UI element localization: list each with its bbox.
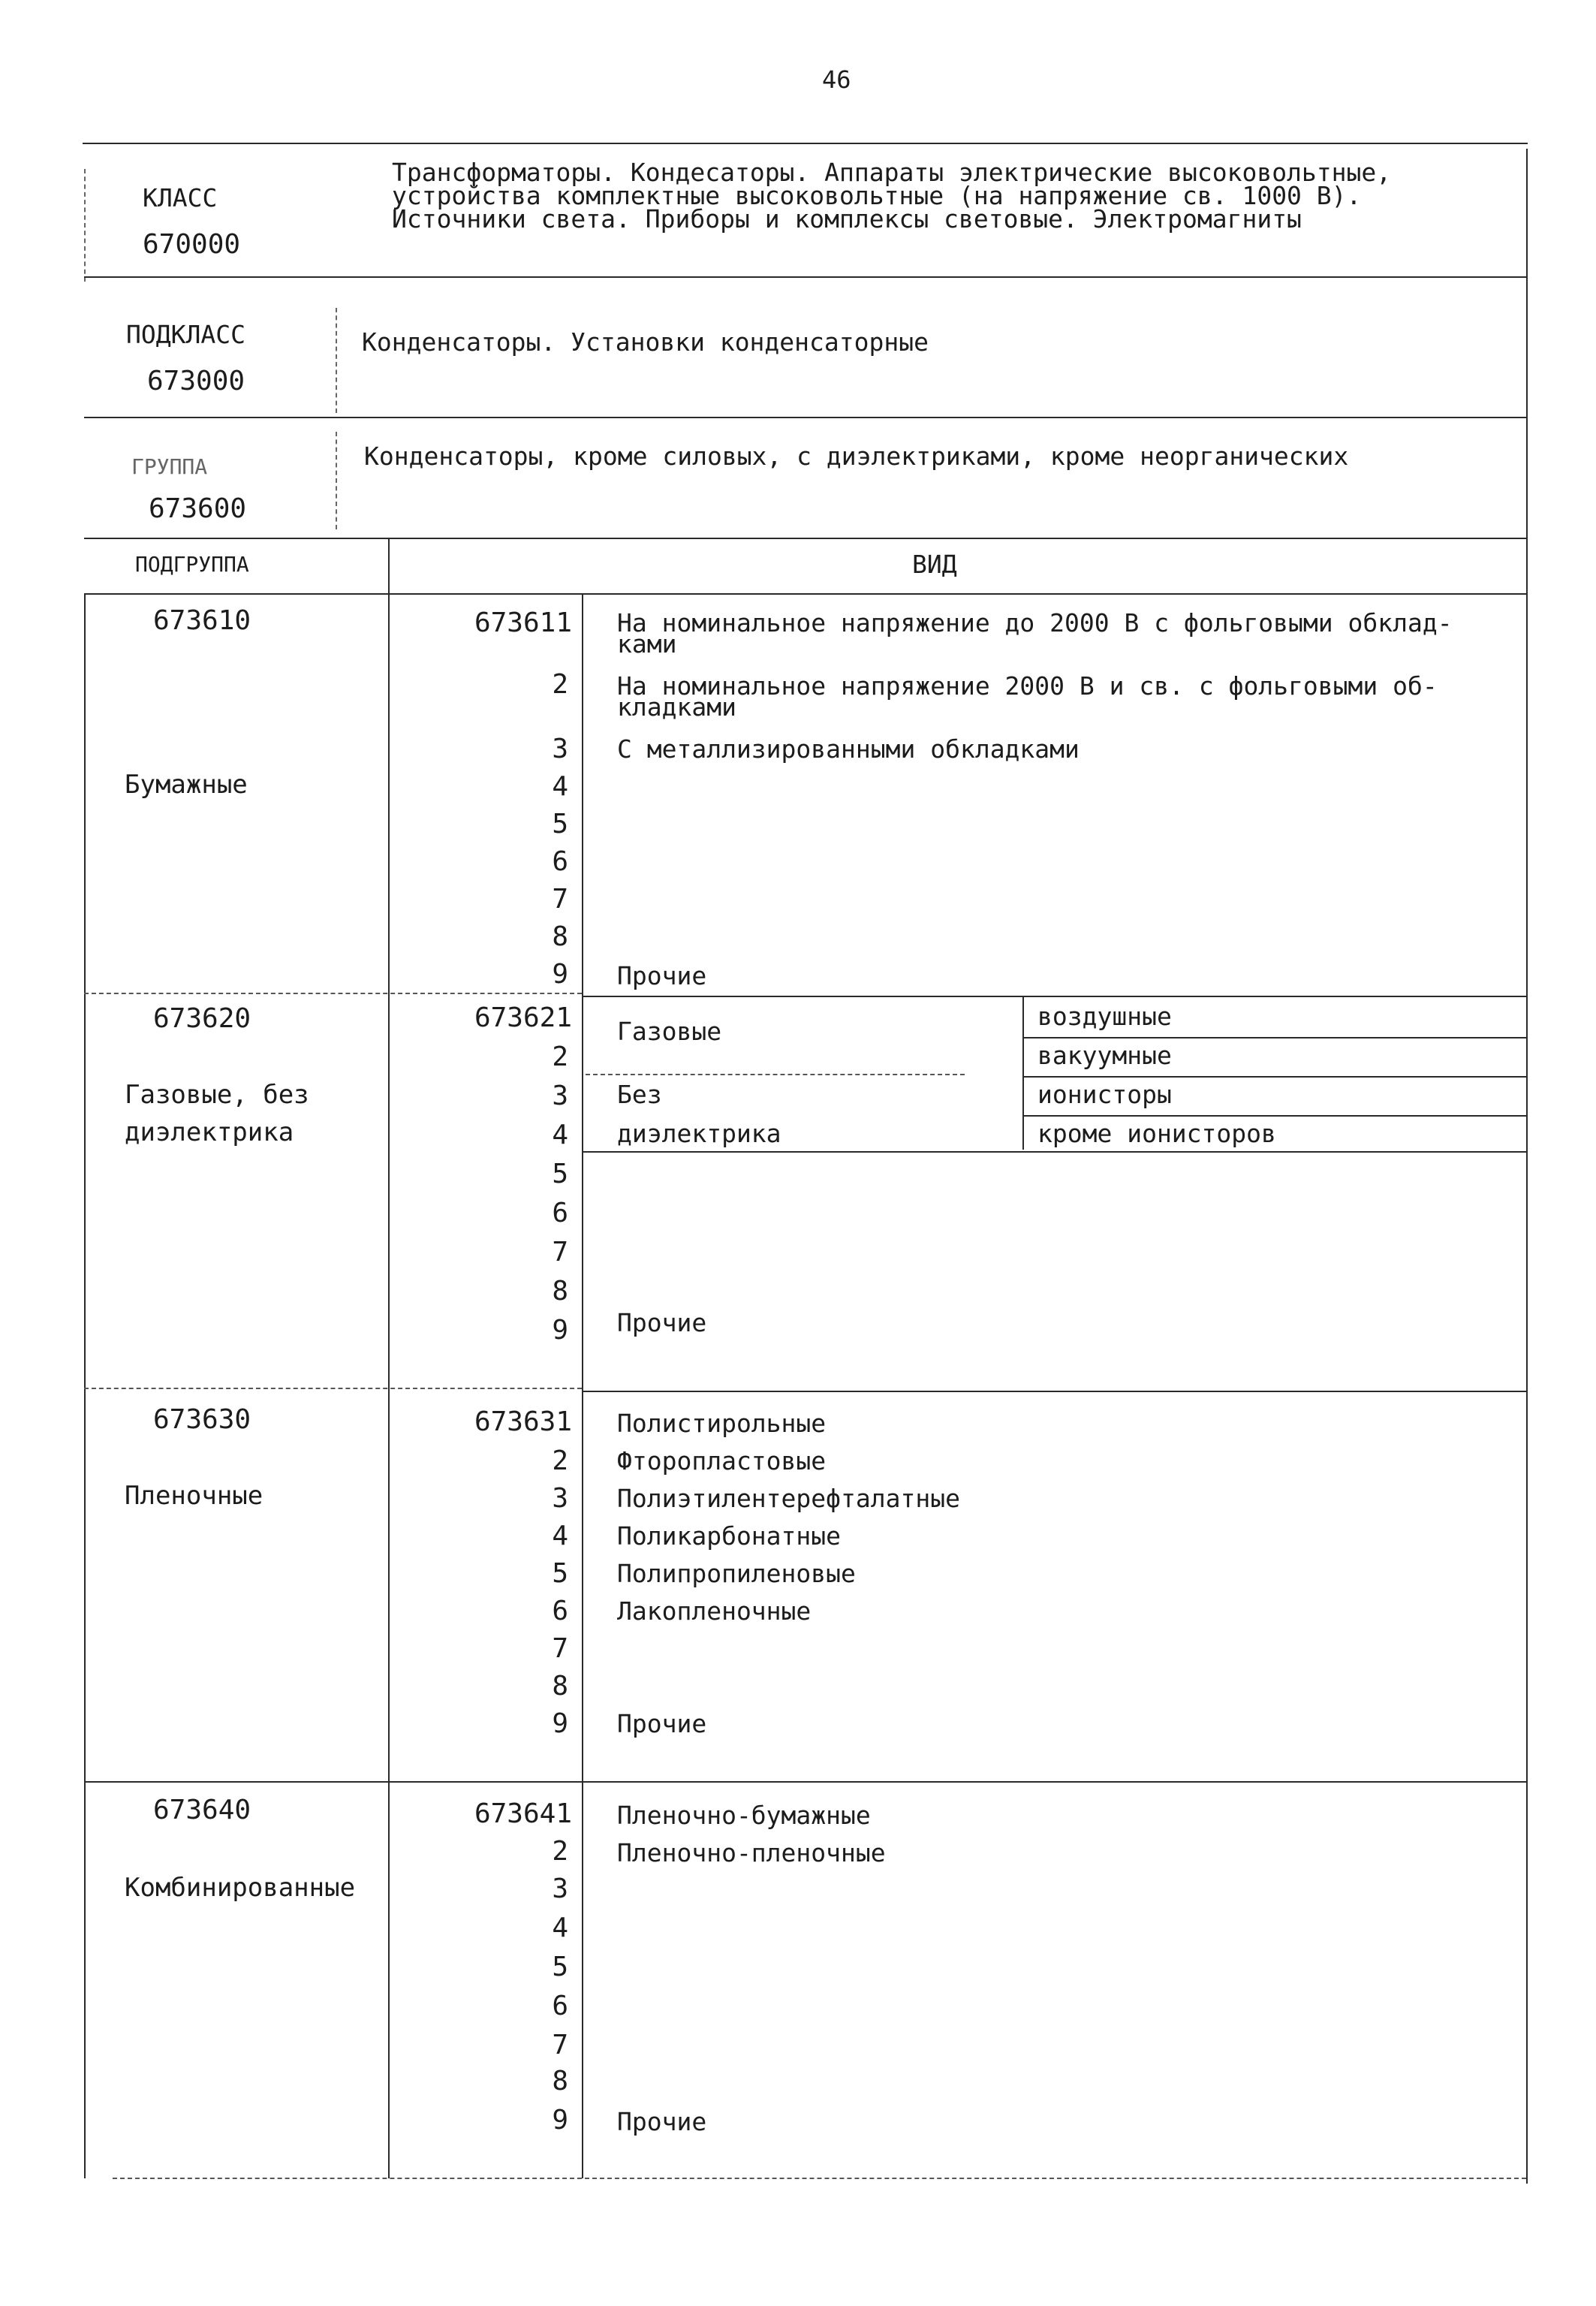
vid-code: 673621 xyxy=(474,1002,572,1033)
subgroup-name: Комбинированные xyxy=(125,1873,356,1903)
podklass-divider xyxy=(336,308,337,413)
vid-digit: 8 xyxy=(552,921,568,952)
vid-item-no-dielectric: диэлектрика xyxy=(617,1119,781,1148)
vid-digit: 2 xyxy=(552,1041,568,1072)
vid-digit: 7 xyxy=(552,2030,568,2060)
vid-digit: 7 xyxy=(552,1237,568,1268)
column-header-bottom-line xyxy=(84,593,1526,595)
table-top-border xyxy=(83,143,1528,144)
vid-digit: 4 xyxy=(552,1120,568,1150)
vid-digit: 3 xyxy=(552,1483,568,1514)
vid-item: Поликарбонатные xyxy=(617,1521,842,1551)
vid-digit: 8 xyxy=(552,1671,568,1702)
vid-item: Прочие xyxy=(617,961,707,990)
subgroup-code: 673620 xyxy=(153,1003,251,1034)
klass-title-line: Источники света. Приборы и комплексы световые. Электромагниты xyxy=(392,204,1302,234)
subgroup-separator xyxy=(84,1388,582,1389)
subgroup-code: 673630 xyxy=(153,1404,251,1435)
podklass-title: Конденсаторы. Установки конденсаторные xyxy=(362,327,929,357)
vid-code: 673641 xyxy=(474,1798,572,1829)
column-header-vid: ВИД xyxy=(912,550,957,579)
vid-item: кладками xyxy=(617,692,736,722)
vid-item: Прочие xyxy=(617,1709,707,1738)
vid-digit: 4 xyxy=(552,771,568,802)
vid-code: 673611 xyxy=(474,607,572,638)
vid-item: Полистирольные xyxy=(617,1409,827,1438)
gruppa-title: Конденсаторы, кроме силовых, с диэлектриками, кроме неорганических xyxy=(364,442,1349,471)
subitem-line xyxy=(1022,1037,1526,1038)
vid-digit: 7 xyxy=(552,1633,568,1664)
subitem-line xyxy=(1022,1076,1526,1078)
vid-item: ками xyxy=(617,629,677,659)
subgroup-name: Бумажные xyxy=(125,770,248,800)
subgroup-name: Пленочные xyxy=(125,1481,263,1511)
vid-digit: 4 xyxy=(552,1913,568,1943)
vid-digit: 9 xyxy=(552,1708,568,1739)
subgroup-separator xyxy=(84,1781,1526,1783)
vid-digit: 7 xyxy=(552,884,568,915)
vid-item: Полиэтилентерефталатные xyxy=(617,1484,960,1513)
vid-digit: 2 xyxy=(552,1836,568,1867)
vid-item-gas: Газовые xyxy=(617,1017,722,1046)
subgroup-separator xyxy=(84,993,582,994)
vid-digit: 3 xyxy=(552,1081,568,1111)
vid-digit: 9 xyxy=(552,2105,568,2136)
podklass-label: ПОДКЛАСС xyxy=(126,320,245,349)
vid-digit: 2 xyxy=(552,1445,568,1476)
gruppa-code: 673600 xyxy=(149,493,247,524)
klass-title xyxy=(392,158,1392,234)
vid-item: Пленочно-пленочные xyxy=(617,1838,886,1867)
gruppa-label: ГРУППА xyxy=(131,454,208,479)
klass-title-line: устройства комплектные высоковольтные (на напряжение св. 1000 В). xyxy=(392,181,1362,210)
vid-subitem: ионисторы xyxy=(1037,1080,1172,1109)
table-bottom-border xyxy=(113,2178,1526,2179)
klass-label: КЛАСС xyxy=(143,183,218,213)
vid-item: Фторопластовые xyxy=(617,1446,827,1476)
subgroup-column-divider xyxy=(388,538,390,2178)
vid-digit: 3 xyxy=(552,1873,568,1904)
vid-item: На номинальное напряжение до 2000 В с фольговыми обклад- xyxy=(617,608,1453,638)
vid-digit: 5 xyxy=(552,809,568,840)
vid-digit: 5 xyxy=(552,1558,568,1589)
vid-digit: 8 xyxy=(552,2066,568,2097)
vid-item: Пленочно-бумажные xyxy=(617,1801,871,1830)
page-number: 46 xyxy=(822,65,851,94)
left-border-main xyxy=(84,593,86,2178)
subgroup-separator xyxy=(582,996,1526,997)
vid-digit: 8 xyxy=(552,1276,568,1307)
subgroup-name-line: Газовые, без xyxy=(125,1080,309,1110)
gas-split-line xyxy=(586,1074,965,1075)
subitem-line xyxy=(1022,1115,1526,1117)
left-edge-line xyxy=(84,169,86,282)
vid-item-no-dielectric: Без xyxy=(617,1080,662,1109)
klass-bottom-line xyxy=(84,276,1526,278)
klass-code: 670000 xyxy=(143,229,241,260)
subgroup-code: 673640 xyxy=(153,1795,251,1825)
vid-item: Прочие xyxy=(617,1308,707,1337)
subgroup-name-line: диэлектрика xyxy=(125,1117,294,1147)
podklass-code: 673000 xyxy=(147,366,245,396)
vid-digit: 6 xyxy=(552,1596,568,1626)
vid-subitem: кроме ионисторов xyxy=(1037,1119,1276,1148)
vid-digit: 6 xyxy=(552,1991,568,2021)
subitem-line xyxy=(582,1151,1526,1153)
vid-digit: 3 xyxy=(552,734,568,764)
podklass-bottom-line xyxy=(84,417,1526,418)
gruppa-divider xyxy=(336,432,337,529)
vid-digit: 5 xyxy=(552,1952,568,1982)
vid-code: 673631 xyxy=(474,1406,572,1437)
vid-item: На номинальное напряжение 2000 В и св. с фольговыми об- xyxy=(617,671,1438,701)
vid-subitem: вакуумные xyxy=(1037,1041,1172,1070)
vid-code-column-divider xyxy=(582,593,583,2178)
klass-title-line: Трансформаторы. Кондесаторы. Аппараты электрические высоковольтные, xyxy=(392,158,1392,187)
right-edge-line xyxy=(1526,149,1528,2184)
vid-digit: 4 xyxy=(552,1521,568,1551)
subgroup-separator xyxy=(582,1391,1526,1392)
vid-digit: 6 xyxy=(552,1198,568,1228)
vid-digit: 9 xyxy=(552,959,568,990)
vid-item: Лакопленочные xyxy=(617,1596,812,1626)
subgroup-code: 673610 xyxy=(153,605,251,636)
column-header-subgroup: ПОДГРУППА xyxy=(135,552,249,577)
vid-item: Полипропиленовые xyxy=(617,1559,856,1588)
vid-digit: 5 xyxy=(552,1159,568,1189)
vid-subitem: воздушные xyxy=(1037,1002,1172,1031)
subtype-column-divider xyxy=(1022,996,1024,1150)
vid-item: Прочие xyxy=(617,2107,707,2136)
vid-digit: 2 xyxy=(552,669,568,700)
vid-digit: 9 xyxy=(552,1315,568,1346)
vid-item: С металлизированными обкладками xyxy=(617,734,1080,764)
gruppa-bottom-line xyxy=(84,538,1526,539)
vid-digit: 6 xyxy=(552,846,568,877)
